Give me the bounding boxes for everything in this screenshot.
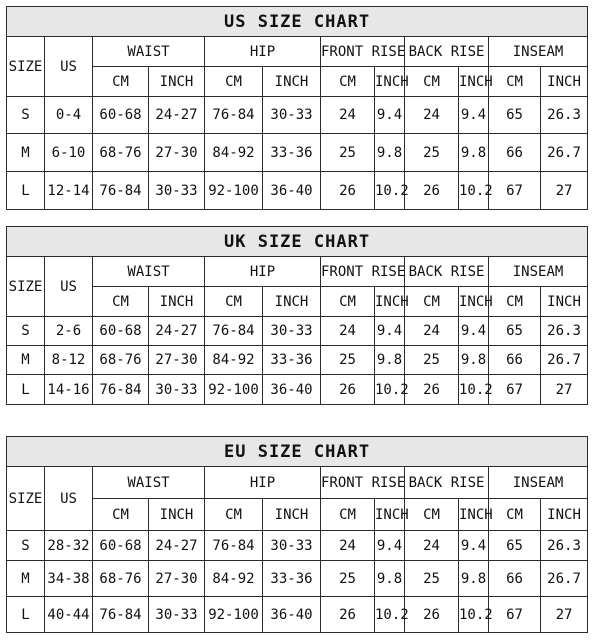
inseam-cm-header: CM (489, 67, 541, 97)
table-cell: 27 (541, 597, 588, 633)
table-cell: 66 (489, 346, 541, 375)
table-cell: 26 (405, 597, 459, 633)
table-cell: 84-92 (205, 561, 263, 597)
table-cell: 67 (489, 597, 541, 633)
table-row (7, 97, 588, 134)
hip-header: HIP (205, 37, 321, 67)
table-row (7, 561, 588, 597)
table-cell: 26.7 (541, 346, 588, 375)
table-cell: 0-4 (45, 97, 93, 134)
table-cell: 26 (405, 172, 459, 210)
hip-inch-header: INCH (263, 499, 321, 531)
table-cell: 14-16 (45, 375, 93, 405)
inseam-cm-header: CM (489, 287, 541, 317)
table-cell: S (7, 531, 45, 561)
table-cell: S (7, 317, 45, 346)
table-cell: 25 (405, 346, 459, 375)
table-cell: 30-33 (149, 597, 205, 633)
hip-cm-header: CM (205, 499, 263, 531)
waist-cm-header: CM (93, 499, 149, 531)
back-rise-inch-header: INCH (459, 287, 489, 317)
table-cell: 9.4 (375, 317, 405, 346)
table-cell: 65 (489, 531, 541, 561)
chart-title: EU SIZE CHART (7, 437, 588, 467)
waist-cm-header: CM (93, 67, 149, 97)
front-rise-inch-header: INCH (375, 499, 405, 531)
back-rise-inch-header: INCH (459, 67, 489, 97)
table-cell: 92-100 (205, 375, 263, 405)
table-cell: 36-40 (263, 375, 321, 405)
size-header: SIZE (7, 37, 45, 97)
table-cell: 9.4 (375, 531, 405, 561)
table-cell: 10.2 (459, 597, 489, 633)
table-cell: 66 (489, 561, 541, 597)
front-rise-cm-header: CM (321, 67, 375, 97)
table-cell: 24 (405, 317, 459, 346)
table-cell: 9.8 (459, 346, 489, 375)
table-cell: 26.7 (541, 134, 588, 172)
inseam-header: INSEAM (489, 467, 588, 499)
table-cell: 67 (489, 375, 541, 405)
inseam-inch-header: INCH (541, 287, 588, 317)
table-cell: 9.8 (459, 134, 489, 172)
chart-title: UK SIZE CHART (7, 227, 588, 257)
table-cell: 40-44 (45, 597, 93, 633)
hip-inch-header: INCH (263, 287, 321, 317)
table-cell: 76-84 (205, 317, 263, 346)
waist-inch-header: INCH (149, 67, 205, 97)
table-cell: 33-36 (263, 346, 321, 375)
eu-size-chart (6, 436, 587, 633)
table-cell: 9.4 (375, 97, 405, 134)
table-cell: 9.4 (459, 531, 489, 561)
table-cell: L (7, 597, 45, 633)
table-cell: 26 (405, 375, 459, 405)
table-cell: 10.2 (375, 172, 405, 210)
size-header: SIZE (7, 257, 45, 317)
back-rise-inch-header: INCH (459, 499, 489, 531)
table-cell: 2-6 (45, 317, 93, 346)
table-cell: M (7, 561, 45, 597)
table-cell: 24 (321, 97, 375, 134)
table-cell: 27-30 (149, 346, 205, 375)
table-cell: 84-92 (205, 346, 263, 375)
chart-title: US SIZE CHART (7, 7, 588, 37)
us-size-chart (6, 6, 587, 210)
table-cell: 36-40 (263, 597, 321, 633)
table-cell: 26 (321, 375, 375, 405)
table-cell: 10.2 (375, 375, 405, 405)
table-cell: 30-33 (263, 97, 321, 134)
table-cell: 24-27 (149, 531, 205, 561)
table-row (7, 597, 588, 633)
table-cell: M (7, 346, 45, 375)
region-size-header: US (45, 467, 93, 531)
waist-inch-header: INCH (149, 287, 205, 317)
table-cell: L (7, 375, 45, 405)
table-cell: 27-30 (149, 561, 205, 597)
table-cell: 10.2 (459, 172, 489, 210)
table-cell: 68-76 (93, 561, 149, 597)
table-cell: 25 (321, 134, 375, 172)
inseam-header: INSEAM (489, 257, 588, 287)
waist-header: WAIST (93, 37, 205, 67)
table-row (7, 172, 588, 210)
table-cell: 12-14 (45, 172, 93, 210)
region-size-header: US (45, 257, 93, 317)
table-cell: 9.8 (375, 134, 405, 172)
waist-inch-header: INCH (149, 499, 205, 531)
hip-cm-header: CM (205, 67, 263, 97)
table-cell: 68-76 (93, 134, 149, 172)
hip-header: HIP (205, 257, 321, 287)
table-cell: 27 (541, 172, 588, 210)
table-cell: 24 (321, 531, 375, 561)
table-cell: 34-38 (45, 561, 93, 597)
table-cell: 60-68 (93, 317, 149, 346)
table-cell: M (7, 134, 45, 172)
back-rise-cm-header: CM (405, 499, 459, 531)
us-size-table (6, 6, 588, 210)
table-cell: 9.4 (459, 97, 489, 134)
table-cell: 10.2 (375, 597, 405, 633)
waist-cm-header: CM (93, 287, 149, 317)
table-cell: 9.8 (375, 346, 405, 375)
hip-inch-header: INCH (263, 67, 321, 97)
table-cell: 10.2 (459, 375, 489, 405)
table-cell: 25 (321, 561, 375, 597)
front-rise-cm-header: CM (321, 499, 375, 531)
table-cell: 26.3 (541, 97, 588, 134)
back-rise-cm-header: CM (405, 67, 459, 97)
front-rise-header: FRONT RISE (321, 37, 405, 67)
uk-size-chart (6, 226, 587, 405)
table-cell: 26.3 (541, 317, 588, 346)
table-cell: 26.3 (541, 531, 588, 561)
table-cell: L (7, 172, 45, 210)
inseam-inch-header: INCH (541, 67, 588, 97)
table-cell: 33-36 (263, 561, 321, 597)
table-cell: 65 (489, 97, 541, 134)
table-cell: 60-68 (93, 97, 149, 134)
table-cell: 9.4 (459, 317, 489, 346)
table-row (7, 346, 588, 375)
front-rise-inch-header: INCH (375, 287, 405, 317)
table-cell: 76-84 (205, 531, 263, 561)
table-cell: 25 (321, 346, 375, 375)
table-cell: 92-100 (205, 172, 263, 210)
table-cell: 27 (541, 375, 588, 405)
front-rise-header: FRONT RISE (321, 257, 405, 287)
table-cell: 76-84 (205, 97, 263, 134)
table-cell: 25 (405, 134, 459, 172)
table-cell: 26.7 (541, 561, 588, 597)
back-rise-header: BACK RISE (405, 467, 489, 499)
back-rise-cm-header: CM (405, 287, 459, 317)
table-cell: 24-27 (149, 97, 205, 134)
table-cell: 26 (321, 597, 375, 633)
table-cell: 76-84 (93, 597, 149, 633)
back-rise-header: BACK RISE (405, 257, 489, 287)
table-cell: 92-100 (205, 597, 263, 633)
table-cell: 28-32 (45, 531, 93, 561)
back-rise-header: BACK RISE (405, 37, 489, 67)
table-cell: 60-68 (93, 531, 149, 561)
table-cell: 76-84 (93, 172, 149, 210)
table-cell: 30-33 (263, 531, 321, 561)
uk-size-table (6, 226, 588, 405)
table-cell: 25 (405, 561, 459, 597)
table-cell: 68-76 (93, 346, 149, 375)
table-cell: 84-92 (205, 134, 263, 172)
table-row (7, 134, 588, 172)
table-row (7, 317, 588, 346)
inseam-inch-header: INCH (541, 499, 588, 531)
inseam-cm-header: CM (489, 499, 541, 531)
front-rise-header: FRONT RISE (321, 467, 405, 499)
eu-size-table (6, 436, 588, 633)
table-row (7, 375, 588, 405)
region-size-header: US (45, 37, 93, 97)
size-header: SIZE (7, 467, 45, 531)
table-cell: 27-30 (149, 134, 205, 172)
table-cell: 9.8 (375, 561, 405, 597)
table-cell: 8-12 (45, 346, 93, 375)
table-cell: 30-33 (263, 317, 321, 346)
table-cell: 65 (489, 317, 541, 346)
hip-cm-header: CM (205, 287, 263, 317)
front-rise-cm-header: CM (321, 287, 375, 317)
table-cell: 24 (321, 317, 375, 346)
table-cell: 6-10 (45, 134, 93, 172)
table-cell: 24 (405, 531, 459, 561)
hip-header: HIP (205, 467, 321, 499)
table-cell: 33-36 (263, 134, 321, 172)
table-cell: 76-84 (93, 375, 149, 405)
table-cell: 30-33 (149, 375, 205, 405)
waist-header: WAIST (93, 467, 205, 499)
inseam-header: INSEAM (489, 37, 588, 67)
table-cell: 67 (489, 172, 541, 210)
table-row (7, 531, 588, 561)
table-cell: 9.8 (459, 561, 489, 597)
table-cell: 30-33 (149, 172, 205, 210)
table-cell: 36-40 (263, 172, 321, 210)
front-rise-inch-header: INCH (375, 67, 405, 97)
waist-header: WAIST (93, 257, 205, 287)
table-cell: 24-27 (149, 317, 205, 346)
table-cell: S (7, 97, 45, 134)
table-cell: 66 (489, 134, 541, 172)
table-cell: 26 (321, 172, 375, 210)
table-cell: 24 (405, 97, 459, 134)
